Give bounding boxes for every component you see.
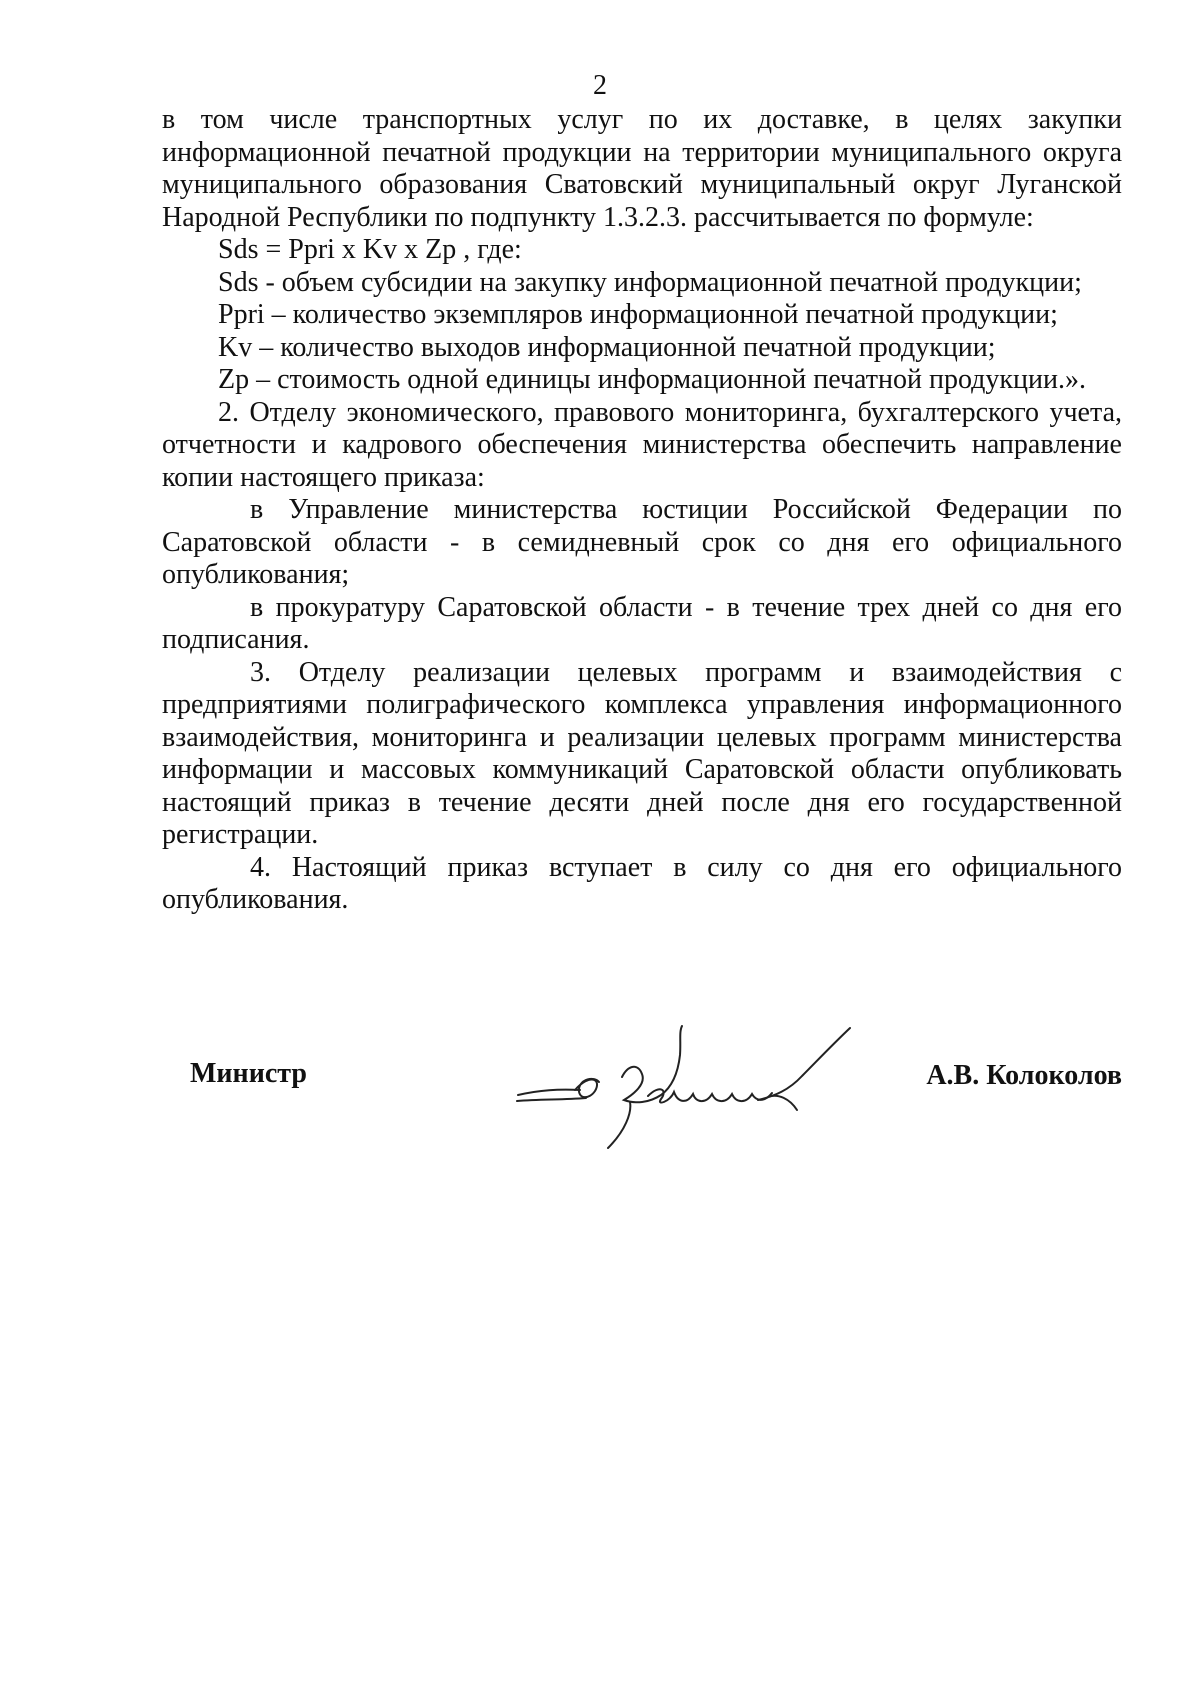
formula-definition-zp: Zp – стоимость одной единицы информационной печатной продукции.». (218, 364, 1086, 395)
paragraph-subsidy-basis: в том числе транспортных услуг по их доставке, в целях закупки информационной печатной продукции на территории муниципального округа муниципального образования Сватовский муниципальный округ Луганской Народной Республики по подпункту 1.3.2.3. рассчитывается по формуле: (162, 104, 1122, 233)
formula-definition-sds: Sds - объем субсидии на закупку информационной печатной продукции; (218, 266, 1082, 298)
paragraph-item-3: 3. Отделу реализации целевых программ и взаимодействия с предприятиями полиграфического комплекса управления информационного взаимодействия, мониторинга и реализации целевых программ министерства информации и массовых коммуникаций Саратовской области опубликовать настоящий приказ в течение десяти дней после дня его государственной регистрации. (162, 656, 1122, 850)
paragraph-item-2: 2. Отделу экономического, правового мониторинга, бухгалтерского учета, отчетности и кадрового обеспечения министерства обеспечить направление копии настоящего приказа: (162, 396, 1122, 493)
formula-definition-ppri: Ppri – количество экземпляров информационной печатной продукции; (218, 299, 1058, 330)
paragraph-item-2-prosecutor: в прокуратуру Саратовской области - в течение трех дней со дня его подписания. (162, 591, 1122, 655)
signatory-name: А.В. Колоколов (926, 1060, 1122, 1091)
formula-block (162, 234, 1122, 397)
signature-block (0, 1020, 1200, 1160)
formula-definition-kv: Kv – количество выходов информационной печатной продукции; (218, 331, 996, 363)
handwritten-signature (510, 1020, 860, 1160)
paragraph-item-4: 4. Настоящий приказ вступает в силу со дня его официального опубликования. (162, 851, 1122, 915)
document-body (162, 104, 1122, 917)
signatory-title: Министр (190, 1058, 307, 1089)
paragraph-item-2-justice: в Управление министерства юстиции Российской Федерации по Саратовской области - в семидневный срок со дня его официального опубликования; (162, 494, 1122, 590)
page-number: 2 (593, 70, 607, 101)
formula-expression: Sds = Ppri x Kv x Zp , где: (218, 234, 522, 265)
